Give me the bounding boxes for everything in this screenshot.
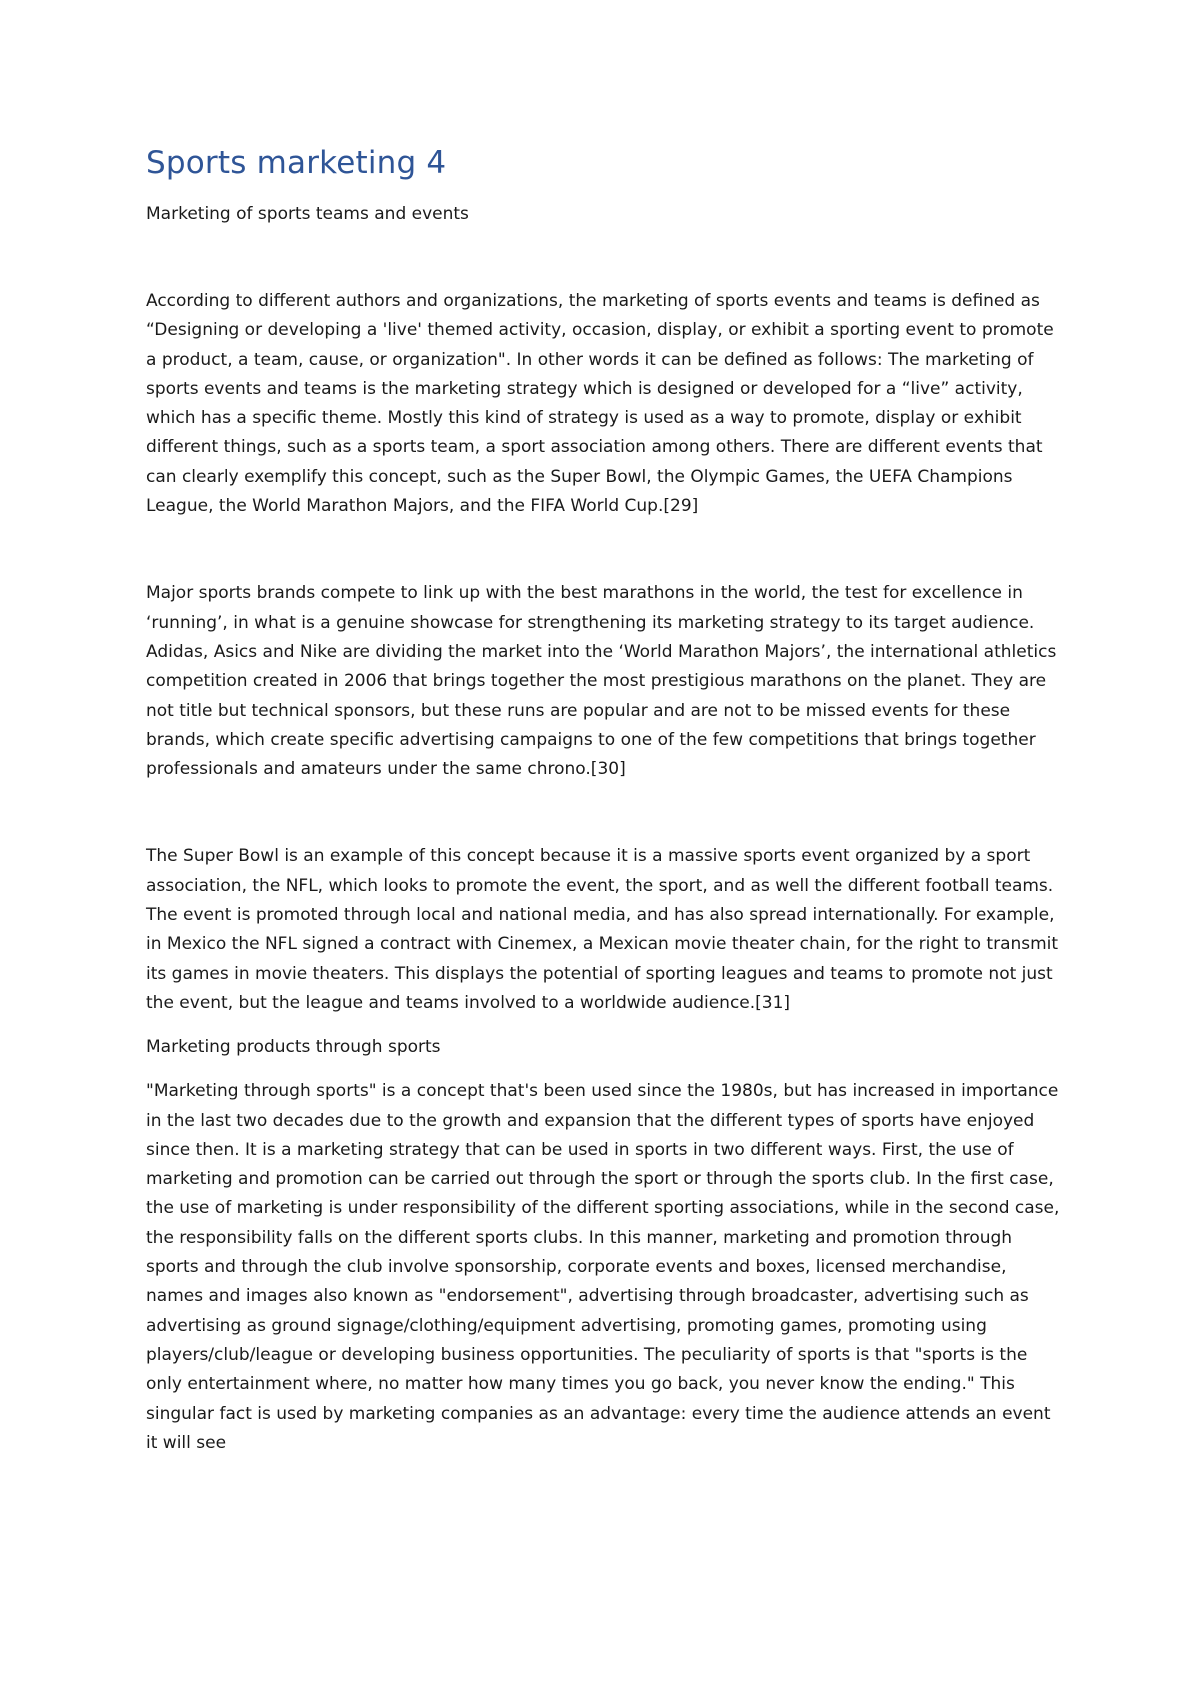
section-heading: Marketing products through sports [146,1037,441,1058]
paragraph-super-bowl: The Super Bowl is an example of this concept because it is a massive sports event organized by a sport association, the NFL, which looks to promote the event, the sport, and as well the different football teams. The event is promoted through local and national media, and has also spread internationally. For example, in Mexico the NFL signed a contract with Cinemex, a Mexican movie theater chain, for the right to transmit its games in movie theaters. This displays the potential of sporting leagues and teams to promote not just the event, but the league and teams involved to a worldwide audience.[31] [146,846,1059,1013]
paragraph-marathon-brands: Major sports brands compete to link up with the best marathons in the world, the test for excellence in ‘running’, in what is a genuine showcase for strengthening its marketing strategy to its target audience. Adidas, Asics and Nike are dividing the market into the ‘World Marathon Majors’, the international athletics competition created in 2006 that brings together the most prestigious marathons on the planet. They are not title but technical sponsors, but these runs are popular and are not to be missed events for these brands, which create specific advertising campaigns to one of the few competitions that brings together professionals and amateurs under the same chrono.[30] [146,583,1057,780]
paragraph-marketing-through-sports: "Marketing through sports" is a concept that's been used since the 1980s, but has increased in importance in the last two decades due to the growth and expansion that the different types of sports have enjoyed since then. It is a marketing strategy that can be used in sports in two different ways. First, the use of marketing and promotion can be carried out through the sport or through the sports club. In the first case, the use of marketing is under responsibility of the different sporting associations, while in the second case, the responsibility falls on the different sports clubs. In this manner, marketing and promotion through sports and through the club involve sponsorship, corporate events and boxes, licensed merchandise, names and images also known as "endorsement", advertising through broadcaster, advertising such as advertising as ground signage/clothing/equipment advertising, promoting games, promoting using players/club/league or developing business opportunities. The peculiarity of sports is that "sports is the only entertainment where, no matter how many times you go back, you never know the ending." This singular fact is used by marketing companies as an advantage: every time the audience attends an event it will see [146,1081,1060,1453]
document-body [146,140,1064,1458]
paragraph-sports-events-definition: According to different authors and organizations, the marketing of sports events and teams is defined as “Designing or developing a 'live' themed activity, occasion, display, or exhibit a sporting event to promote a product, a team, cause, or organization". In other words it can be defined as follows: The marketing of sports events and teams is the marketing strategy which is designed or developed for a “live” activity, which has a specific theme. Mostly this kind of strategy is used as a way to promote, display or exhibit different things, such as a sports team, a sport association among others. There are different events that can clearly exemplify this concept, such as the Super Bowl, the Olympic Games, the UEFA Champions League, the World Marathon Majors, and the FIFA World Cup.[29] [146,291,1054,517]
document-title: Sports marketing 4 [146,145,447,181]
document-subtitle: Marketing of sports teams and events [146,204,469,224]
